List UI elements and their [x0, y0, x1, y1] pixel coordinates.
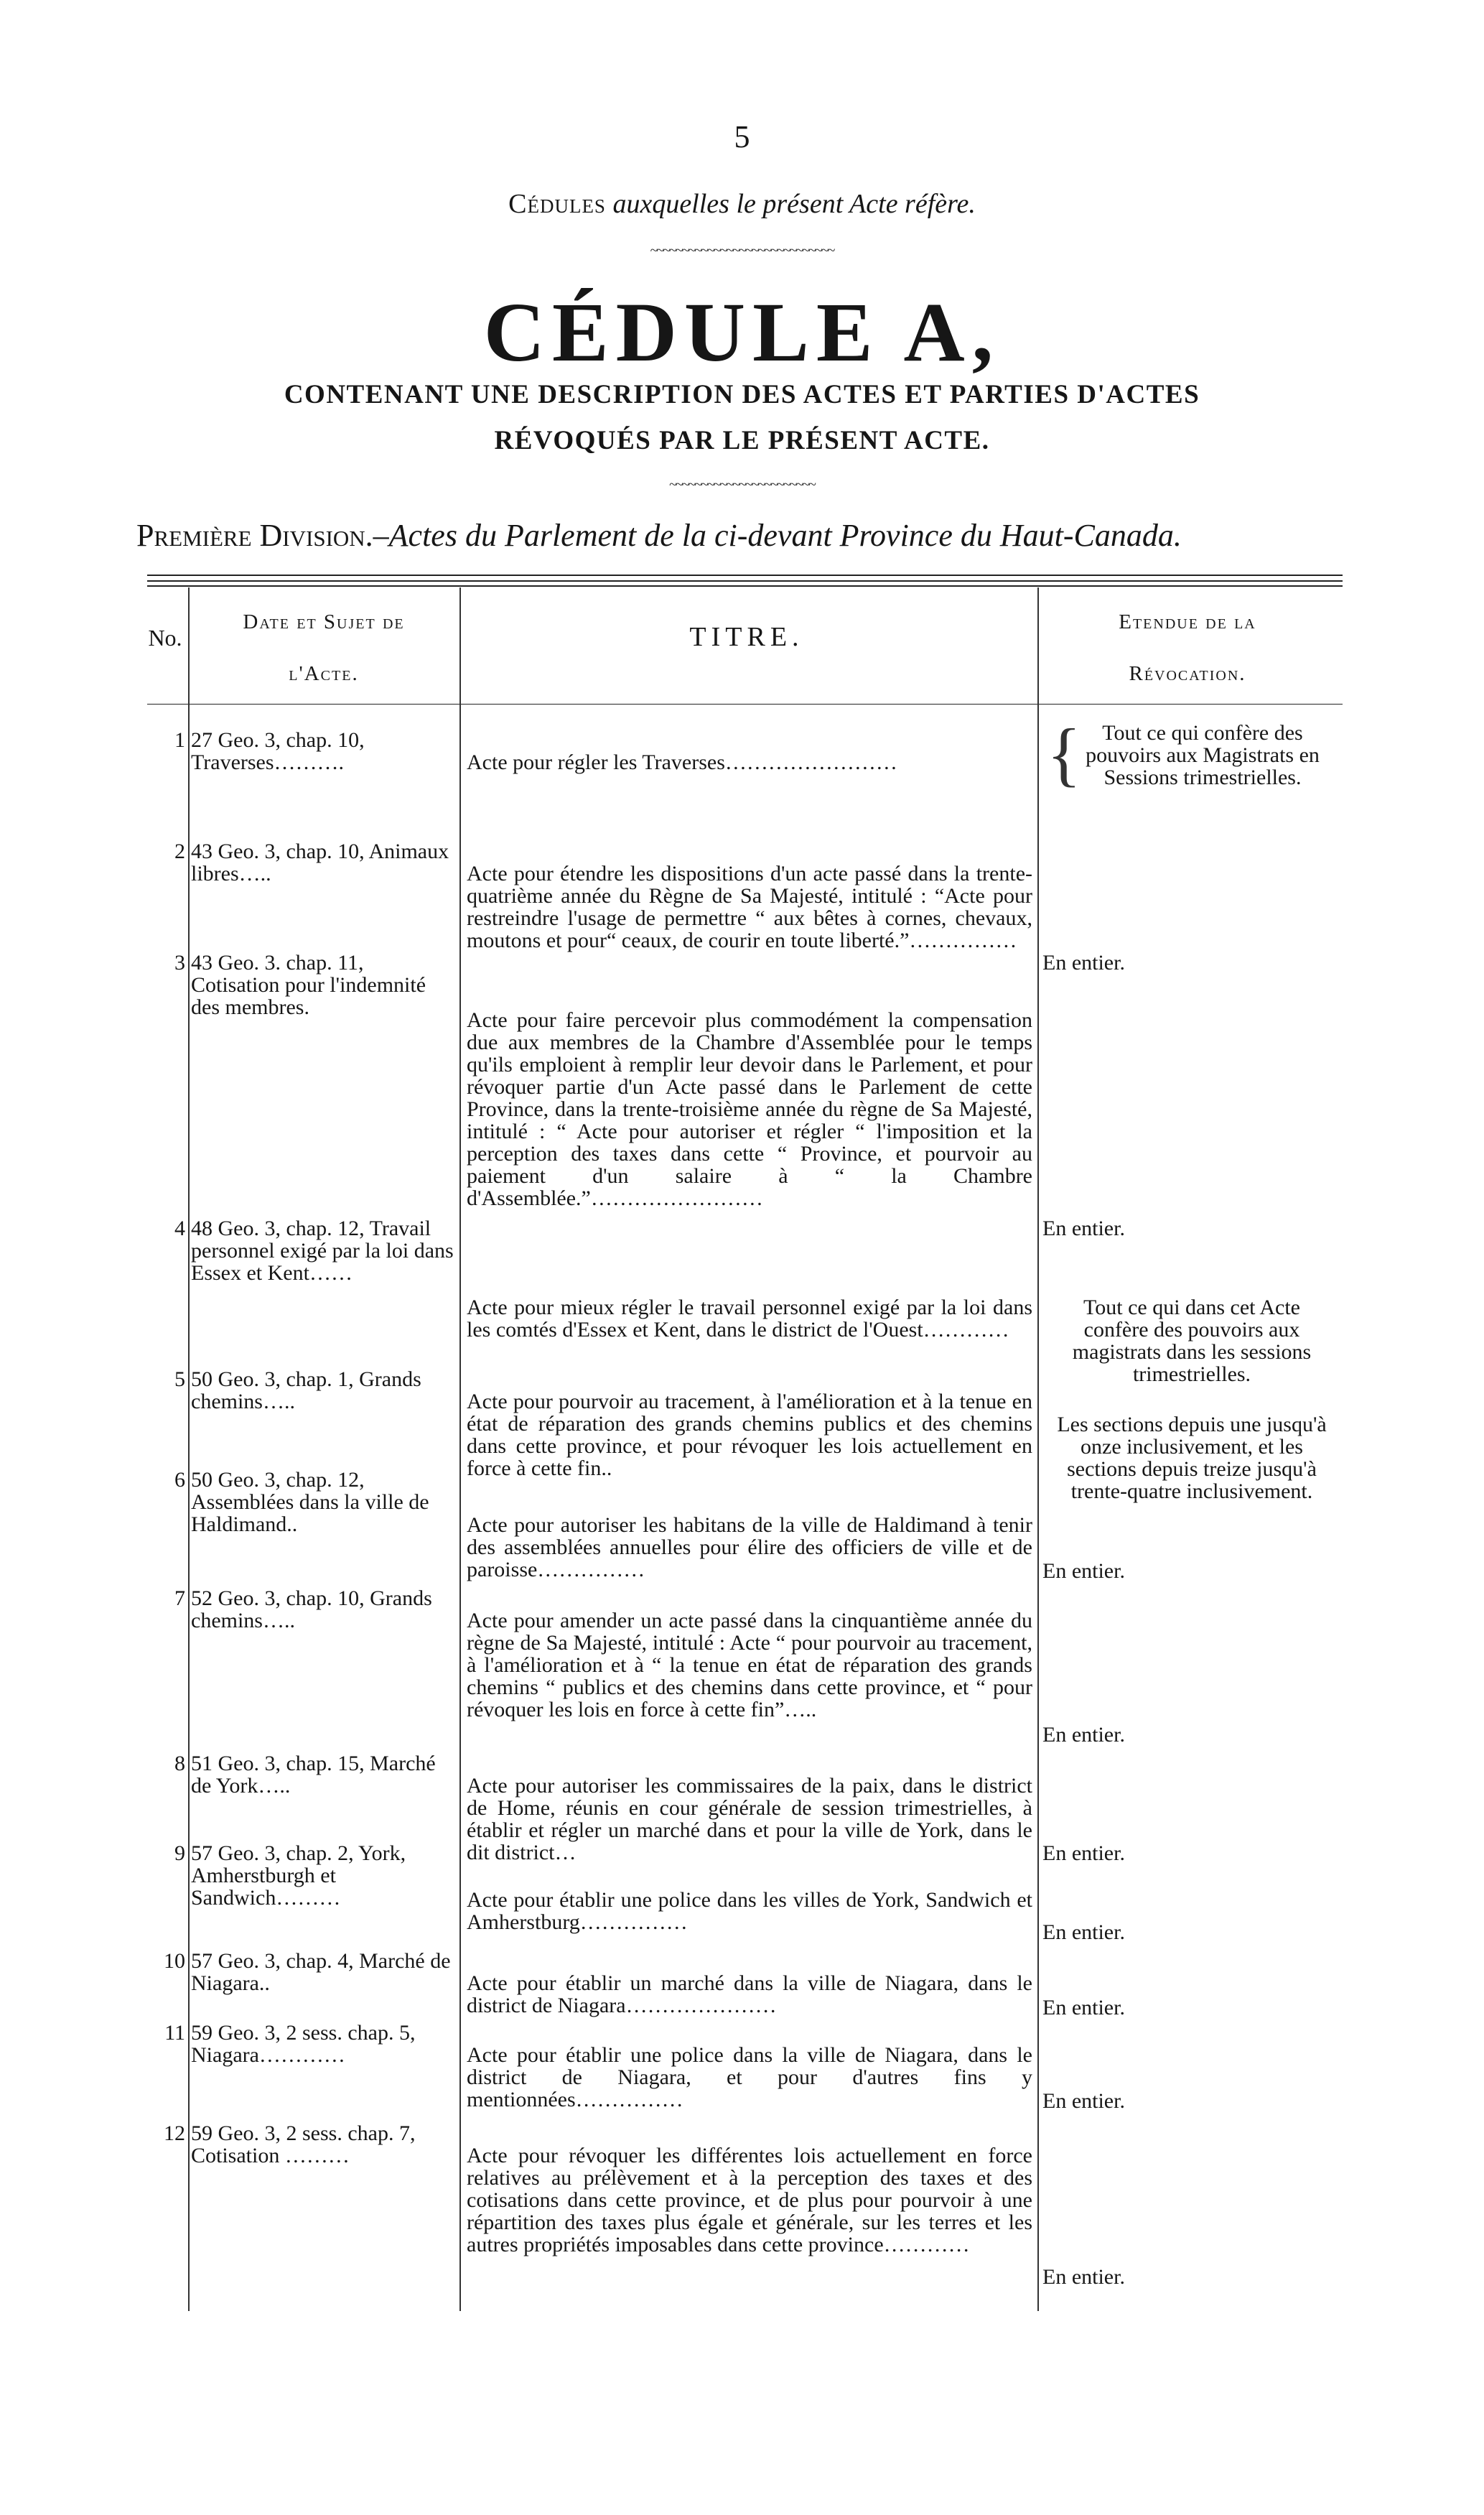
row-extent: En entier.	[1042, 1217, 1125, 1240]
ornament-divider-bottom: ~~~~~~~~~~~~~~~~~~~~~~~	[669, 477, 815, 493]
row-title: Acte pour établir une police dans les villes de York, Sandwich et Amherstburg……………	[467, 1888, 1032, 1934]
table-top-rule-triple	[147, 585, 1343, 587]
schedule-heading-italic: auxquelles le présent Acte réfère.	[612, 189, 976, 219]
table-top-rule-double	[147, 580, 1343, 582]
row-date: 43 Geo. 3. chap. 11, Cotisation pour l'indemnité des membres.	[191, 951, 426, 1019]
header-date-line2: l'Acte.	[289, 662, 359, 685]
column-divider-1	[188, 587, 190, 2311]
row-title: Acte pour pourvoir au tracement, à l'amélioration et à la tenue en état de réparation des grands chemins publics et des chemins dans cette province, et pour révoquer les lois actuellement en force à cette fin..	[467, 1390, 1032, 1480]
row-date: 50 Geo. 3, chap. 12, Assemblées dans la ville de Haldimand..	[191, 1468, 429, 1536]
brace: {	[1047, 714, 1081, 794]
row-extent: Tout ce qui dans cet Acte confère des pouvoirs aux magistrats dans les sessions trimestrielles.	[1072, 1296, 1312, 1386]
schedule-title: CÉDULE A,	[483, 285, 1001, 379]
row-title: Acte pour révoquer les différentes lois actuellement en force relatives au prélèvement et à la perception des taxes et des cotisations dans cette province, et de plus pour pourvoir à une répartition des taxes plus égale et générale, sur les terres et les autres propriétés imposables dans cette province…………	[467, 2144, 1032, 2256]
column-divider-3	[1037, 587, 1039, 2311]
row-number: 9	[174, 1841, 185, 1865]
row-number: 10	[164, 1949, 185, 1973]
header-date	[188, 596, 459, 699]
schedule-heading-sc: Cédules	[508, 189, 606, 219]
header-etendue	[1040, 596, 1335, 699]
row-date: 48 Geo. 3, chap. 12, Travail personnel exigé par la loi dans Essex et Kent……	[191, 1217, 454, 1285]
row-extent: En entier.	[1042, 1920, 1125, 1944]
row-title: Acte pour étendre les dispositions d'un acte passé dans la trente-quatrième année du Règne de Sa Majesté, intitulé : “Acte pour restreindre l'usage de permettre “ aux bêtes à cornes, chevaux, moutons et pour“ ceaux, de courir en toute liberté.”……………	[467, 862, 1032, 952]
row-number: 11	[164, 2021, 185, 2045]
row-title: Acte pour mieux régler le travail personnel exigé par la loi dans les comtés d'Essex et Kent, dans le district de l'Ouest…………	[467, 1296, 1032, 1342]
row-extent: En entier.	[1042, 2265, 1125, 2289]
header-etendue-line1: Etendue de la	[1119, 610, 1256, 633]
page-number: 5	[734, 119, 750, 154]
row-title: Acte pour amender un acte passé dans la cinquantième année du règne de Sa Majesté, intitulé : Acte “ pour pourvoir au tracement, à l'amélioration et à “ la tenue en état de réparation des grands chemins “ publics et des chemins dans cette province, et “ pour révoquer les lois en force à cette fin”…..	[467, 1609, 1032, 1721]
row-title: Acte pour autoriser les commissaires de la paix, dans le district de Home, réunis en cour générale de session trimestrielles, à établir et régler un marché dans et pour la ville de York, dans le dit district…	[467, 1774, 1032, 1864]
row-extent: En entier.	[1042, 1723, 1125, 1747]
row-extent: Les sections depuis une jusqu'à onze inclusivement, et les sections depuis treize jusqu'à trente-quatre inclusivement.	[1057, 1413, 1327, 1503]
column-divider-2	[459, 587, 461, 2311]
schedule-heading	[0, 188, 1484, 220]
row-extent: Tout ce qui confère des pouvoirs aux Magistrats en Sessions trimestrielles.	[1086, 721, 1320, 789]
row-number: 3	[174, 951, 185, 975]
row-date: 59 Geo. 3, 2 sess. chap. 5, Niagara…………	[191, 2021, 416, 2067]
header-date-line1: Date et Sujet de	[243, 610, 405, 633]
division-heading-italic: –Actes du Parlement de la ci-devant Province du Haut-Canada.	[373, 518, 1182, 553]
row-number: 1	[174, 728, 185, 752]
row-number: 2	[174, 840, 185, 863]
row-date: 51 Geo. 3, chap. 15, Marché de York…..	[191, 1752, 436, 1798]
subtitle-line-2: RÉVOQUÉS PAR LE PRÉSENT ACTE.	[494, 426, 990, 455]
ornament-divider-top: ~~~~~~~~~~~~~~~~~~~~~~~~~~~~~	[650, 243, 834, 259]
row-date: 57 Geo. 3, chap. 4, Marché de Niagara..	[191, 1949, 451, 1995]
row-extent: En entier.	[1042, 1841, 1125, 1865]
row-title: Acte pour régler les Traverses……………………	[467, 750, 897, 774]
header-titre: TITRE.	[689, 622, 804, 652]
row-extent: En entier.	[1042, 1996, 1125, 2019]
row-title: Acte pour autoriser les habitans de la ville de Haldimand à tenir des assemblées annuelles pour élire des officiers de ville et de paroisse……………	[467, 1513, 1032, 1581]
row-number: 8	[174, 1752, 185, 1775]
row-date: 57 Geo. 3, chap. 2, York, Amherstburgh et Sandwich………	[191, 1841, 406, 1910]
row-title: Acte pour faire percevoir plus commodément la compensation due aux membres de la Chambre d'Assemblée pour le temps qu'ils emploient à remplir leur devoir dans le Parlement, et pour révoquer partie d'un Acte passé dans le Parlement de cette Province, dans la trente-troisième année du règne de Sa Majesté, intitulé : “ Acte pour autoriser et régler “ l'imposition et la perception des taxes dans cette “ Province, et pourvoir au paiement d'un salaire à “ la Chambre d'Assemblée.”……………………	[467, 1008, 1032, 1210]
row-number: 12	[164, 2121, 185, 2145]
row-date: 59 Geo. 3, 2 sess. chap. 7, Cotisation ………	[191, 2121, 416, 2167]
row-number: 5	[174, 1367, 185, 1391]
row-title: Acte pour établir un marché dans la ville de Niagara, dans le district de Niagara…………………	[467, 1971, 1032, 2017]
row-extent: En entier.	[1042, 2089, 1125, 2113]
row-date: 27 Geo. 3, chap. 10, Traverses……….	[191, 728, 365, 774]
division-heading-sc: Première Division.	[136, 518, 373, 553]
row-date: 52 Geo. 3, chap. 10, Grands chemins…..	[191, 1586, 432, 1632]
row-number: 4	[174, 1217, 185, 1240]
row-date: 43 Geo. 3, chap. 10, Animaux libres…..	[191, 840, 449, 885]
row-date: 50 Geo. 3, chap. 1, Grands chemins…..	[191, 1367, 421, 1413]
row-title: Acte pour établir une police dans la ville de Niagara, dans le district de Niagara, et pour d'autres fins y mentionnées……………	[467, 2043, 1032, 2111]
row-extent: En entier.	[1042, 951, 1125, 975]
row-extent: En entier.	[1042, 1559, 1125, 1583]
header-etendue-line2: Révocation.	[1129, 662, 1246, 685]
header-no: No.	[148, 625, 182, 651]
division-heading	[136, 517, 1350, 554]
subtitle-line-1: CONTENANT UNE DESCRIPTION DES ACTES ET PARTIES D'ACTES	[284, 380, 1200, 409]
row-number: 7	[174, 1586, 185, 1610]
row-number: 6	[174, 1468, 185, 1492]
table-header-rule	[147, 704, 1343, 705]
table-top-rule	[147, 575, 1343, 576]
